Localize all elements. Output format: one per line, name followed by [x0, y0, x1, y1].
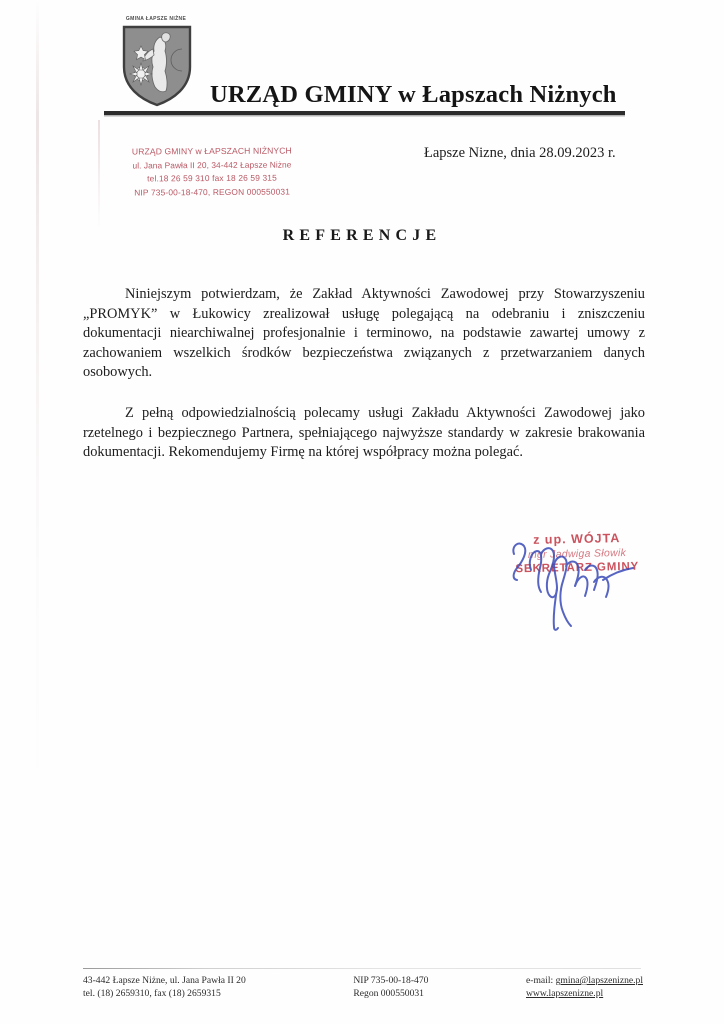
coat-of-arms-shield-icon: [122, 25, 192, 107]
footer-address-line-2: tel. (18) 2659310, fax (18) 2659315: [83, 988, 221, 1000]
footer-columns: [83, 974, 643, 1001]
footer-email-row: [526, 974, 643, 987]
coat-of-arms-caption: GMINA ŁAPSZE NIŻNE: [125, 16, 187, 22]
stamp-line-4: NIP 735-00-18-470, REGON 000550031: [134, 186, 291, 198]
date-line: Łapsze Nizne, dnia 28.09.2023 r.: [424, 145, 616, 161]
footer-email-label: e-mail:: [526, 975, 556, 986]
scan-artifact: [36, 0, 39, 1024]
scan-artifact-secondary: [98, 120, 100, 230]
footer-email-link[interactable]: gmina@lapszenizne.pl: [555, 975, 643, 986]
footer-address: [83, 974, 246, 1001]
footer-tax-ids: [353, 974, 428, 1001]
header-divider: [104, 111, 625, 115]
footer-contact: [526, 974, 643, 1001]
stamp-line-3: tel.18 26 59 310 fax 18 26 59 315: [147, 172, 277, 184]
footer-nip: NIP 735-00-18-470: [353, 975, 429, 986]
signature-stamp-line-2: mgr Jadwiga Słowik: [527, 546, 627, 562]
stamp-line-1: URZĄD GMINY w ŁAPSZACH NIŻNYCH: [131, 145, 292, 157]
body-paragraph-2: Z pełną odpowiedzialnością polecamy usługi Zakładu Aktywności Zawodowej jako rzetelnego i bezpiecznego Partnera, spełniającego najwyższe standardy w zakresie brakowania dokumentacji. Rekomendujemy Firmę na której współpracy można polegać.: [83, 404, 645, 461]
footer-divider: [83, 968, 641, 969]
office-address-stamp: [112, 144, 312, 200]
footer-website-link[interactable]: www.lapszenizne.pl: [526, 988, 604, 1000]
signature-stamp: [509, 531, 646, 577]
signature-stamp-line-1: z up. WÓJTA: [532, 531, 621, 547]
signature-block: [497, 524, 657, 634]
stamp-line-2: ul. Jana Pawła II 20, 34-442 Łapsze Niżne: [132, 159, 292, 171]
coat-of-arms: [112, 16, 200, 108]
body-paragraph-1: Niniejszym potwierdzam, że Zakład Aktywności Zawodowej przy Stowarzyszeniu „PROMYK” w Łukowicy zrealizował usługę polegającą na odebraniu i zniszczeniu dokumentacji niearchiwalnej profesjonalnie i terminowo, na podstawie zawartej umowy z zachowaniem wszelkich środków bezpieczeństwa związanych z przetwarzaniem danych osobowych.: [83, 286, 645, 381]
footer-address-line-1: 43-442 Łapsze Niżne, ul. Jana Pawła II 20: [83, 975, 246, 986]
footer-regon: Regon 000550031: [353, 988, 424, 1000]
letter-body: [83, 285, 645, 463]
page-footer: [0, 956, 724, 1024]
document-title: REFERENCJE: [282, 227, 442, 244]
office-title: URZĄD GMINY w Łapszach Niżnych: [210, 81, 617, 108]
letterhead-header: [0, 0, 724, 125]
signature-stamp-line-3: SEKRETARZ GMINY: [515, 560, 640, 576]
